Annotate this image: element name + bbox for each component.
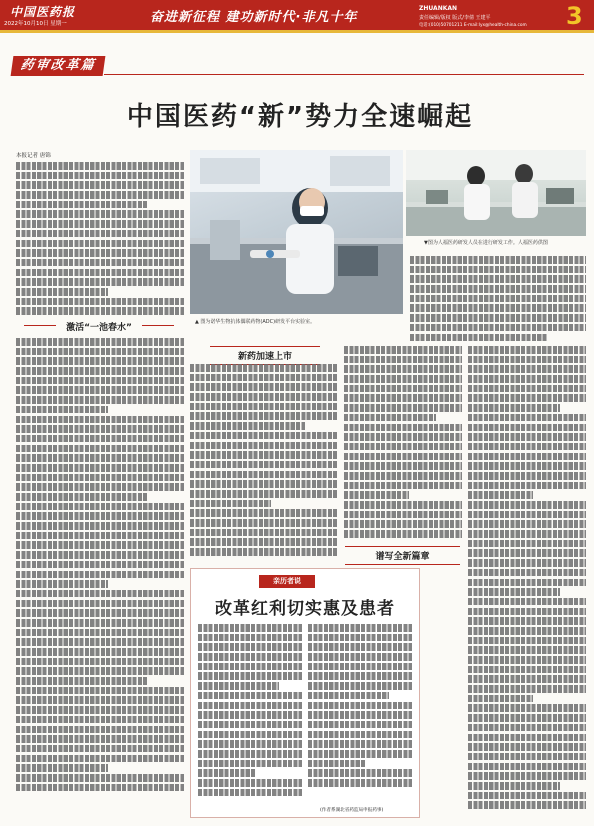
box-author-credit: (作者系湖北省药监局申报药事)	[320, 808, 384, 813]
column-tag: 药审改革篇	[11, 56, 106, 76]
issue-date: 2022年10月10日 星期一	[4, 21, 67, 27]
article-text-block	[468, 346, 586, 818]
masthead-underline	[0, 30, 594, 33]
subhead-new-chapter: 谱写全新篇章	[345, 546, 460, 565]
editor-credits: 责任编辑/版权 版式/李倩 王建平	[419, 15, 491, 21]
masthead	[0, 0, 594, 30]
box-text-right	[308, 624, 412, 804]
subhead-rule-right	[142, 325, 174, 326]
box-tag: 亲历者说	[259, 575, 315, 588]
subhead-text: 激活“一池春水”	[66, 323, 132, 333]
subhead-activate	[18, 320, 180, 333]
photo1-caption: ▲ 图为诺华生物抗体偶联药物(ADC)研发平台实验室。	[195, 319, 316, 325]
column-rule	[104, 74, 584, 75]
headline: 中国医药“新”势力全速崛起	[126, 102, 474, 132]
masthead-slogan: 奋进新征程 建功新时代·非凡十年	[150, 10, 358, 25]
lab-photo-novartis	[190, 150, 403, 314]
box-text-left	[198, 624, 302, 804]
article-text-block	[410, 256, 586, 342]
subhead-new-drugs: 新药加速上市	[210, 346, 320, 365]
lab-photo-humanwell	[406, 150, 586, 236]
contact-info: 电话:(010)50701211 E-mail:lyx@health-china.com	[419, 23, 527, 28]
page-number: 3	[566, 2, 583, 30]
research-photo-illustration	[406, 150, 586, 236]
paper-name: 中国医药报	[10, 5, 76, 19]
article-text-block	[16, 338, 184, 818]
article-text-block	[344, 346, 462, 542]
article-text-block	[190, 364, 338, 564]
photo2-caption: ▼图为人福医药研发人员在进行研发工作。人福医药供图	[424, 240, 548, 246]
box-title: 改革红利切实惠及患者	[215, 599, 395, 619]
subhead-rule-left	[24, 325, 56, 326]
lab-photo-illustration	[190, 150, 403, 314]
byline: 本报记者 唐锦	[16, 153, 51, 159]
article-text-block	[16, 162, 184, 316]
section-label: ZHUANKAN	[419, 5, 458, 12]
